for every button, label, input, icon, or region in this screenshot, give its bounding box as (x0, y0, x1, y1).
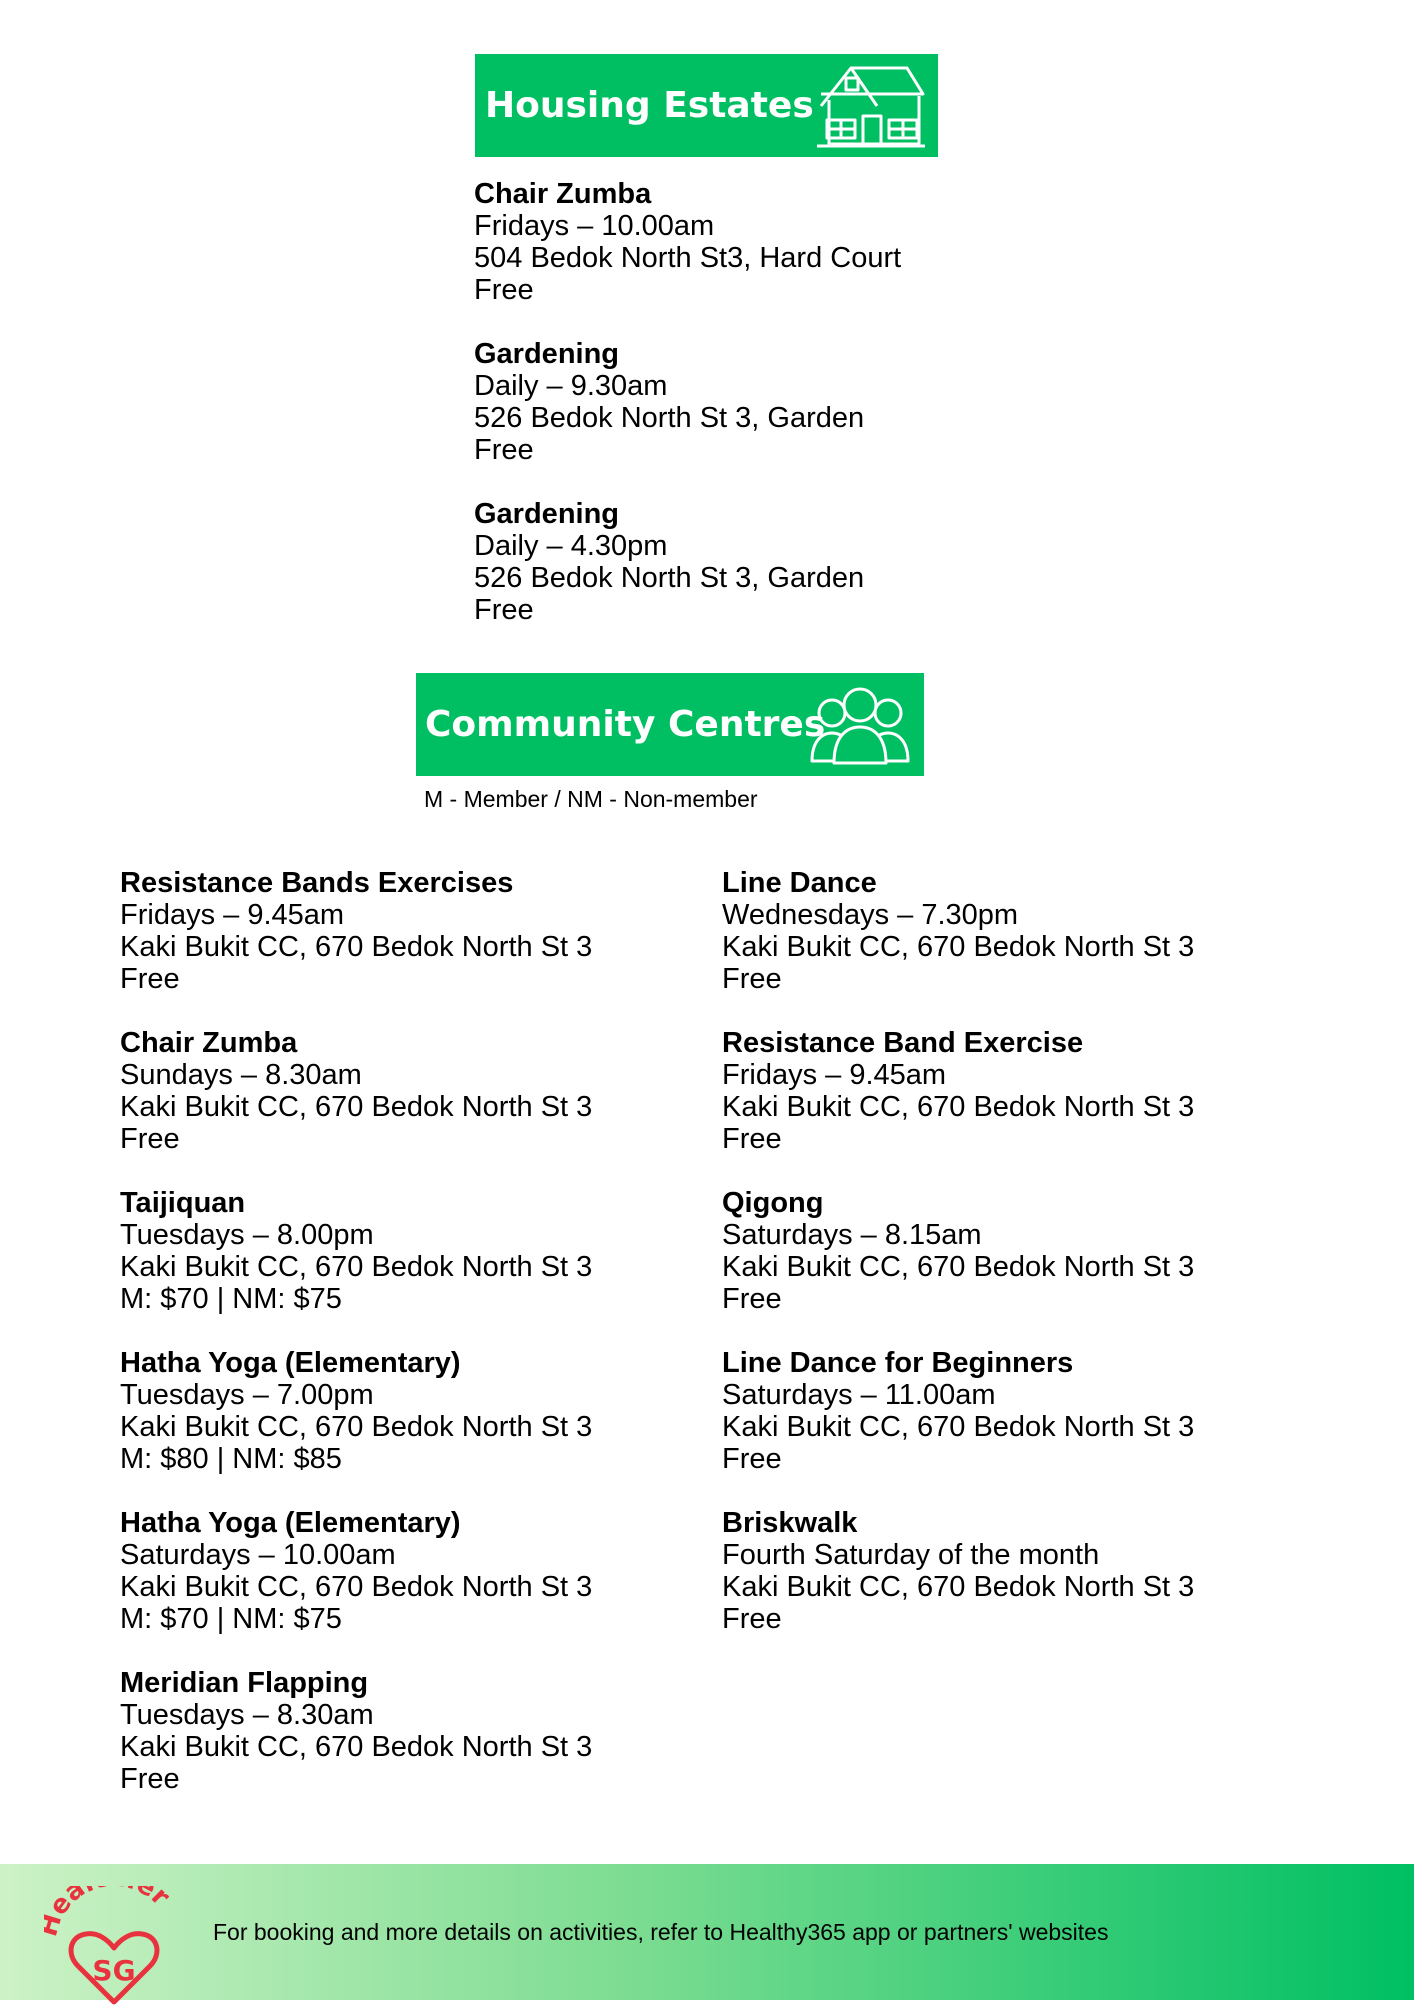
community-activity-left-3 (120, 1187, 592, 1315)
activity-location: 504 Bedok North St3, Hard Court (474, 242, 902, 274)
activity-name: Hatha Yoga (Elementary) (120, 1347, 461, 1379)
activity-price: M: $80 | NM: $85 (120, 1443, 342, 1475)
activity-location: Kaki Bukit CC, 670 Bedok North St 3 (120, 1571, 593, 1603)
activity-price: Free (722, 1443, 782, 1475)
activity-schedule: Saturdays – 8.15am (722, 1219, 982, 1251)
activity-name: Taijiquan (120, 1187, 246, 1219)
activity-schedule: Tuesdays – 8.30am (120, 1699, 374, 1731)
activity-location: Kaki Bukit CC, 670 Bedok North St 3 (722, 1411, 1195, 1443)
activity-schedule: Daily – 9.30am (474, 370, 668, 402)
activity-price: Free (722, 1603, 782, 1635)
activity-location: Kaki Bukit CC, 670 Bedok North St 3 (722, 1251, 1195, 1283)
activity-price: Free (722, 1123, 782, 1155)
activity-price: Free (474, 594, 534, 626)
people-icon (808, 683, 912, 772)
community-activity-left-2 (120, 1027, 592, 1155)
community-activity-left-5 (120, 1507, 592, 1635)
activity-name: Briskwalk (722, 1507, 858, 1539)
community-activity-right-2 (722, 1027, 1194, 1155)
activity-location: Kaki Bukit CC, 670 Bedok North St 3 (722, 1571, 1195, 1603)
house-icon (815, 60, 927, 157)
activity-schedule: Fourth Saturday of the month (722, 1539, 1100, 1571)
community-activity-right-1 (722, 867, 1194, 995)
community-centres-title: Community Centres (425, 704, 826, 745)
activity-name: Chair Zumba (474, 178, 652, 210)
activity-name: Resistance Bands Exercises (120, 867, 514, 899)
activity-price: Free (474, 434, 534, 466)
community-activity-left-1 (120, 867, 592, 995)
activity-location: Kaki Bukit CC, 670 Bedok North St 3 (120, 931, 593, 963)
logo-bottom-text: SG (92, 1954, 136, 1987)
activity-schedule: Sundays – 8.30am (120, 1059, 362, 1091)
activity-price: Free (722, 1283, 782, 1315)
activity-schedule: Saturdays – 11.00am (722, 1379, 996, 1411)
activity-schedule: Tuesdays – 8.00pm (120, 1219, 374, 1251)
member-legend: M - Member / NM - Non-member (424, 786, 758, 812)
housing-estates-banner (475, 54, 938, 157)
activity-location: Kaki Bukit CC, 670 Bedok North St 3 (120, 1251, 593, 1283)
activity-schedule: Fridays – 9.45am (722, 1059, 947, 1091)
activity-name: Line Dance (722, 867, 877, 899)
activity-location: Kaki Bukit CC, 670 Bedok North St 3 (120, 1091, 593, 1123)
logo-top-text: ea er (44, 1886, 176, 1922)
activity-location: Kaki Bukit CC, 670 Bedok North St 3 (120, 1411, 593, 1443)
activity-price: M: $70 | NM: $75 (120, 1603, 342, 1635)
activity-schedule: Fridays – 10.00am (474, 210, 715, 242)
activity-name: Resistance Band Exercise (722, 1027, 1084, 1059)
community-activity-left-6 (120, 1667, 592, 1795)
activity-name: Chair Zumba (120, 1027, 298, 1059)
activity-name: Gardening (474, 338, 620, 370)
activity-schedule: Tuesdays – 7.00pm (120, 1379, 374, 1411)
healthier-sg-logo (44, 1886, 184, 2011)
activity-location: 526 Bedok North St 3, Garden (474, 562, 865, 594)
activity-name: Meridian Flapping (120, 1667, 369, 1699)
activity-schedule: Wednesdays – 7.30pm (722, 899, 1019, 931)
activity-price: Free (722, 963, 782, 995)
activity-name: Qigong (722, 1187, 824, 1219)
activity-location: 526 Bedok North St 3, Garden (474, 402, 865, 434)
activity-schedule: Saturdays – 10.00am (120, 1539, 396, 1571)
activity-price: Free (120, 1763, 180, 1795)
housing-activity-2 (474, 338, 864, 466)
activity-price: M: $70 | NM: $75 (120, 1283, 342, 1315)
activity-location: Kaki Bukit CC, 670 Bedok North St 3 (722, 1091, 1195, 1123)
community-activity-right-4 (722, 1347, 1194, 1475)
svg-text:Healthier (44, 1886, 175, 1940)
activity-price: Free (474, 274, 534, 306)
housing-activity-1 (474, 178, 901, 306)
community-activity-right-3 (722, 1187, 1194, 1315)
activity-schedule: Fridays – 9.45am (120, 899, 345, 931)
housing-estates-title: Housing Estates (485, 85, 814, 126)
footer-bar (0, 1864, 1414, 2000)
community-activity-right-5 (722, 1507, 1194, 1635)
activity-location: Kaki Bukit CC, 670 Bedok North St 3 (120, 1731, 593, 1763)
activity-name: Gardening (474, 498, 620, 530)
housing-activity-3 (474, 498, 864, 626)
activity-schedule: Daily – 4.30pm (474, 530, 668, 562)
footer-note: For booking and more details on activities, refer to Healthy365 app or partners' websites (213, 1918, 1109, 1945)
activity-name: Hatha Yoga (Elementary) (120, 1507, 461, 1539)
community-activity-left-4 (120, 1347, 592, 1475)
activity-price: Free (120, 963, 180, 995)
activity-name: Line Dance for Beginners (722, 1347, 1074, 1379)
activity-location: Kaki Bukit CC, 670 Bedok North St 3 (722, 931, 1195, 963)
community-centres-banner (416, 673, 924, 776)
activity-price: Free (120, 1123, 180, 1155)
